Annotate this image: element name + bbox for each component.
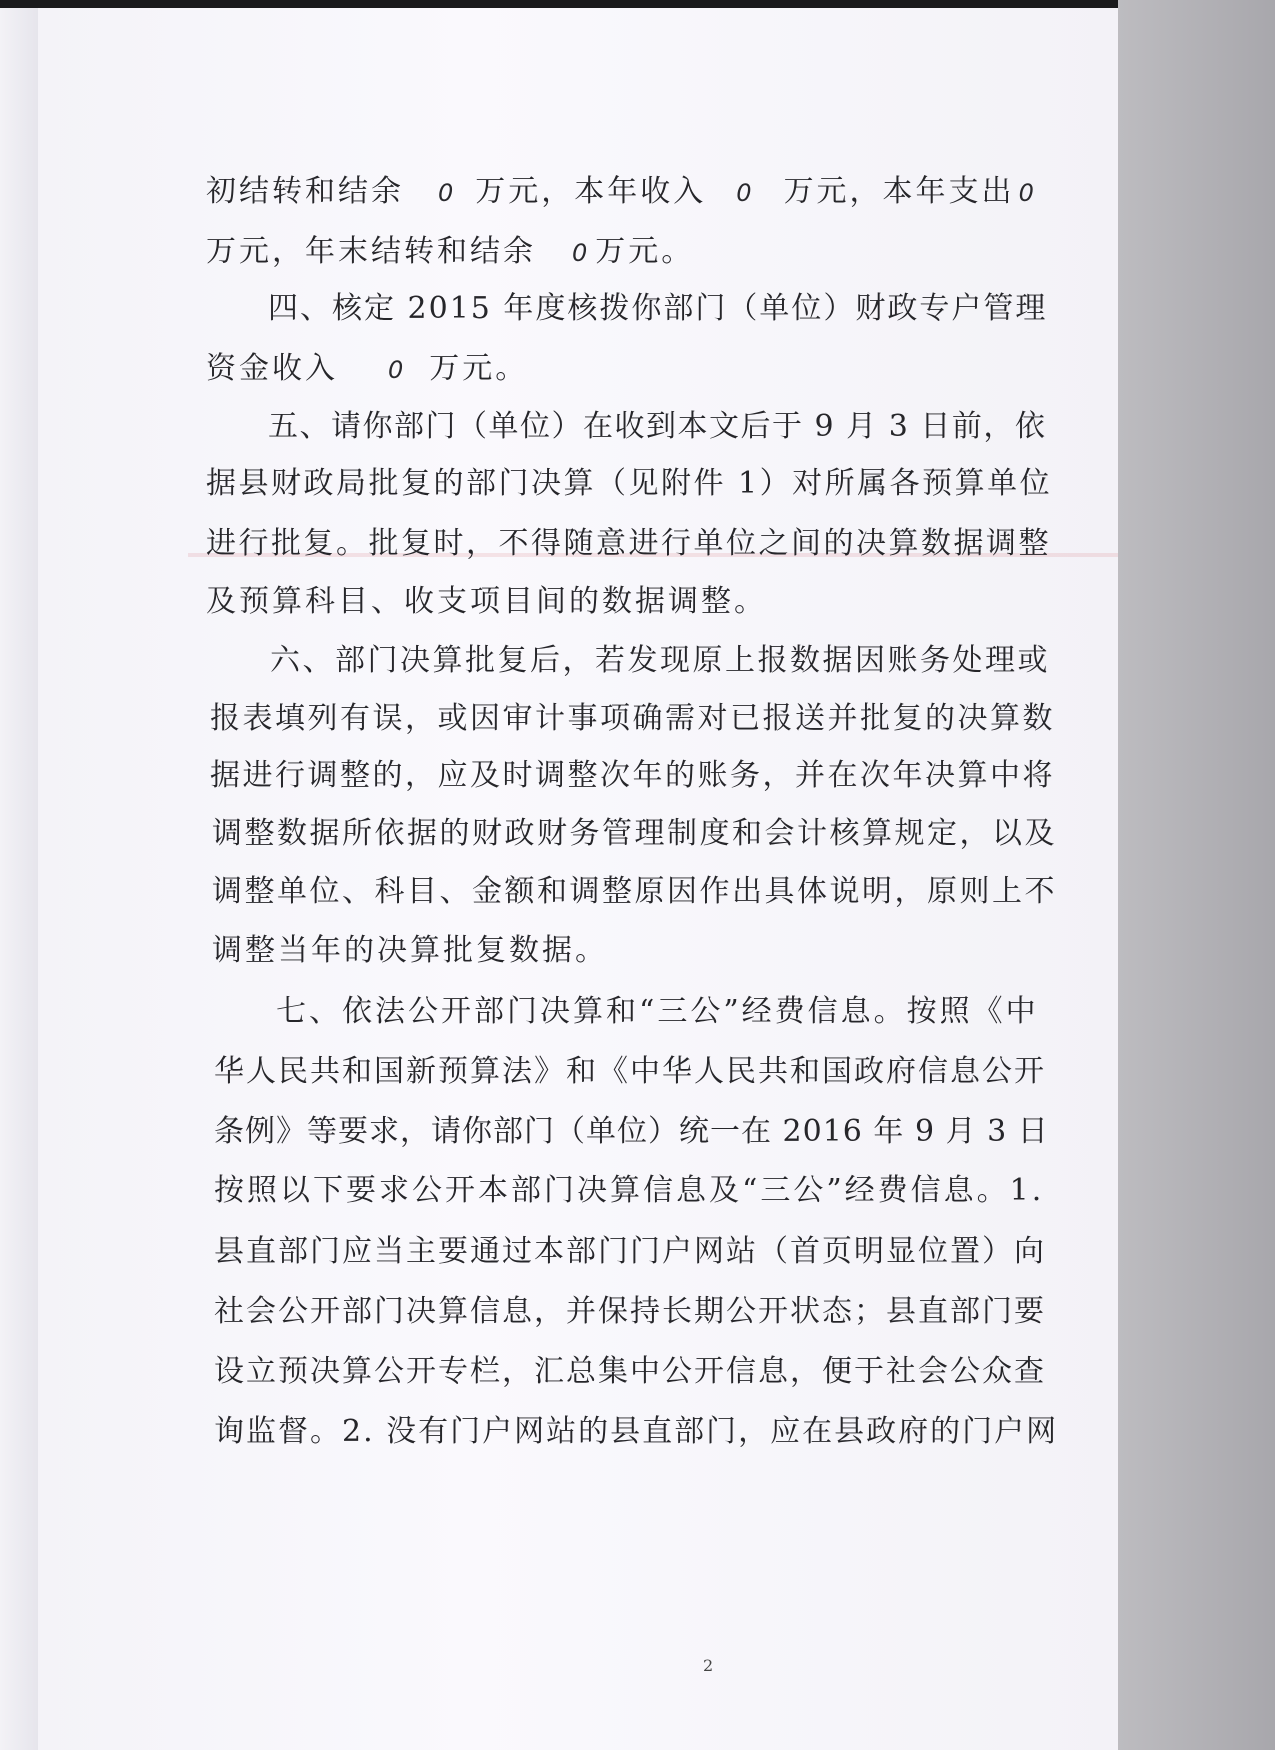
text-line: 资金收入 0 万元。 <box>206 351 529 386</box>
text-line: 据县财政局批复的部门决算（见附件 1）对所属各预算单位 <box>206 466 1053 501</box>
text-line: 报表填列有误，或因审计事项确需对已报送并批复的决算数 <box>210 701 1055 736</box>
scan-left-margin <box>0 0 38 1750</box>
page-number: 2 <box>703 1656 714 1675</box>
text-line: 调整数据所依据的财政财务管理制度和会计核算规定，以及 <box>212 816 1057 851</box>
text-line: 县直部门应当主要通过本部门门户网站（首页明显位置）向 <box>214 1234 1046 1269</box>
text-line: 调整单位、科目、金额和调整原因作出具体说明，原则上不 <box>212 874 1057 909</box>
text-line: 六、部门决算批复后，若发现原上报数据因账务处理或 <box>270 643 1050 678</box>
text-line: 七、依法公开部门决算和“三公”经费信息。按照《中 <box>276 994 1039 1029</box>
text-line: 万元，年末结转和结余 0 万元。 <box>206 234 695 269</box>
text-line: 询监督。2. 没有门户网站的县直部门，应在县政府的门户网 <box>214 1414 1059 1449</box>
text-line: 初结转和结余 0 万元，本年收入 0 万元，本年支出 0 <box>206 174 1034 209</box>
text-line: 条例》等要求，请你部门（单位）统一在 2016 年 9 月 3 日 <box>214 1114 1049 1149</box>
text-line: 进行批复。批复时，不得随意进行单位之间的决算数据调整 <box>206 526 1051 561</box>
text-line: 及预算科目、收支项目间的数据调整。 <box>206 584 767 619</box>
text-line: 设立预决算公开专栏，汇总集中公开信息，便于社会公众查 <box>214 1354 1046 1389</box>
scan-top-edge <box>0 0 1275 8</box>
text-line: 社会公开部门决算信息，并保持长期公开状态；县直部门要 <box>214 1294 1046 1329</box>
text-line: 调整当年的决算批复数据。 <box>212 933 608 968</box>
scan-right-edge <box>1118 0 1275 1750</box>
text-line: 五、请你部门（单位）在收到本文后于 9 月 3 日前，依 <box>268 409 1047 444</box>
text-line: 华人民共和国新预算法》和《中华人民共和国政府信息公开 <box>214 1054 1046 1089</box>
text-line: 按照以下要求公开本部门决算信息及“三公”经费信息。1. <box>214 1173 1045 1208</box>
document-page <box>38 8 1118 1750</box>
text-line: 据进行调整的，应及时调整次年的账务，并在次年决算中将 <box>210 758 1055 793</box>
text-line: 四、核定 2015 年度核拨你部门（单位）财政专户管理 <box>268 291 1048 326</box>
